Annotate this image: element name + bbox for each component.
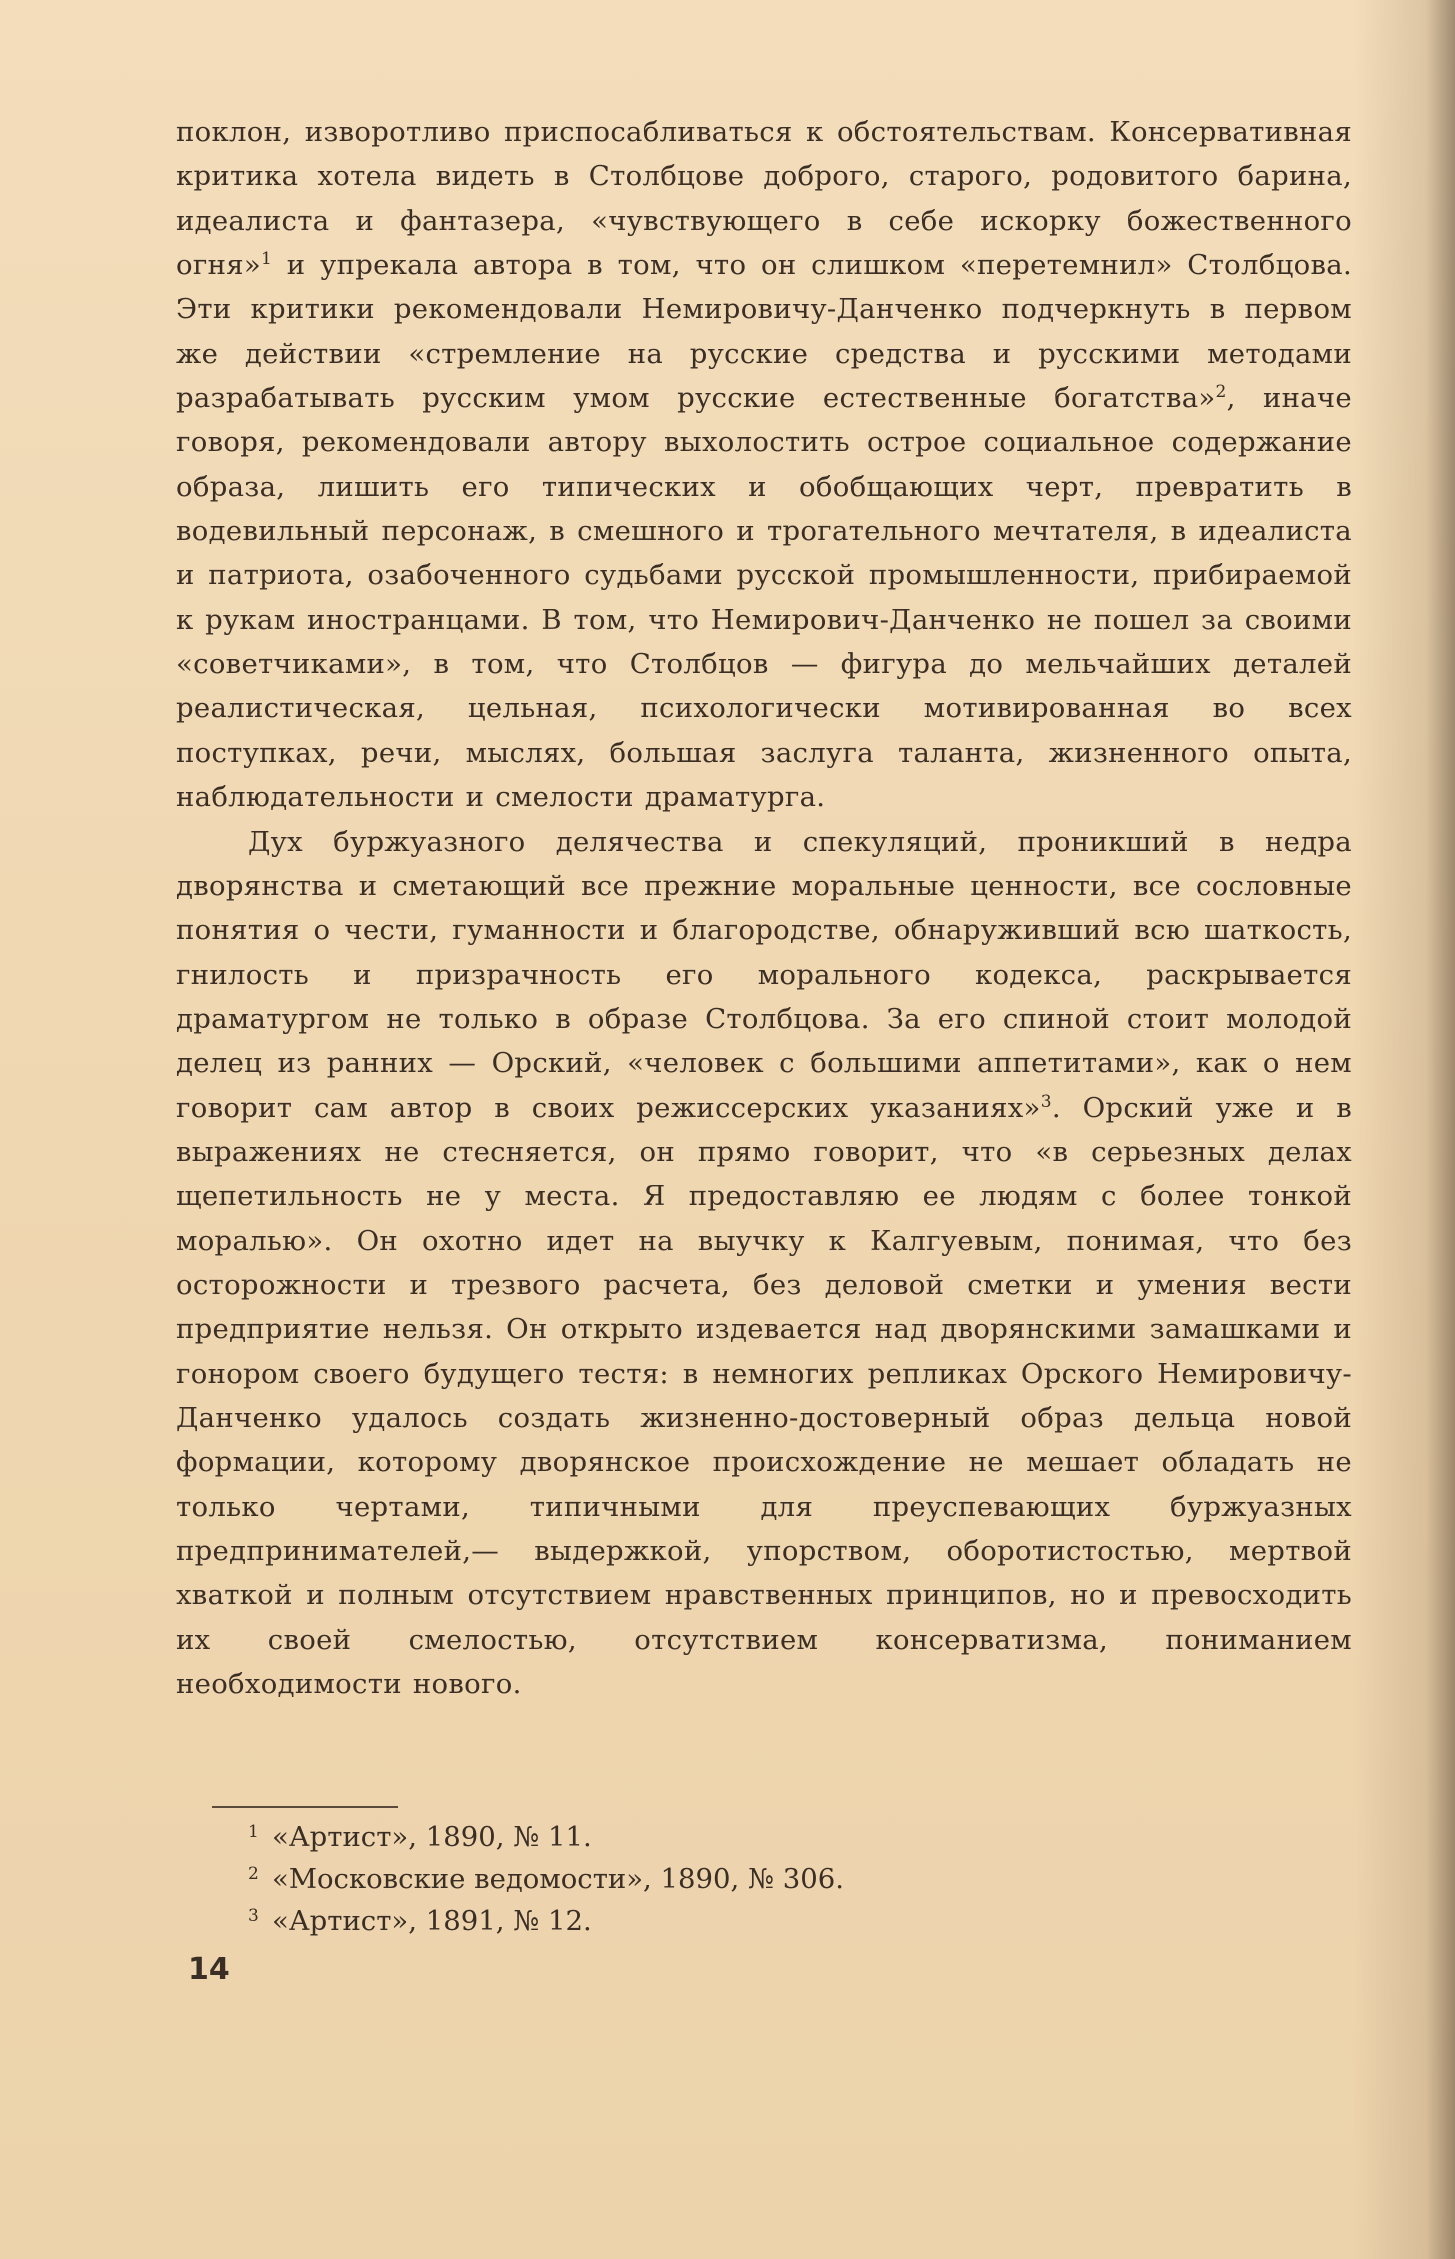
footnote-number: 1 [248, 1822, 259, 1842]
footnote-text: «Артист», 1891, № 12. [272, 1905, 592, 1937]
paragraph-2-part-1: Дух буржуазного делячества и спекуляций, проникший в недра дворянства и сметающий все прежние моральные ценности, все сословные понятия о чести, гуманности и благородстве, обнаруживший всю шаткость, гнилость и призрачность его морального кодекса, раскрывается драматургом не только в образе Столбцова. За его спиной стоит молодой делец из ранних — Орский, «человек с большими аппетитами», как о нем говорит сам автор в своих режиссерских указаниях» [176, 825, 1352, 1124]
footnote-ref-1[interactable]: 1 [260, 248, 273, 269]
paragraph-1 [176, 110, 1352, 820]
paragraph-2 [176, 820, 1352, 1707]
footnotes [248, 1818, 1148, 1944]
paragraph-1-part-1: поклон, изворотливо приспосабливаться к обстоятельствам. Консервативная критика хотела видеть в Столбцове доброго, старого, родовитого барина, идеалиста и фантазера, «чувствующего в себе искорку божественного огня» [176, 116, 1352, 282]
paragraph-1-part-2: и упрекала автора в том, что он слишком «перетемнил» Столбцова. Эти критики рекомендовали Немировичу-Данченко подчеркнуть в первом же действии «стремление на русские средства и русскими методами разрабатывать русским умом русские естественные богатства» [176, 249, 1352, 415]
footnote-separator [212, 1806, 398, 1808]
footnote-ref-3[interactable]: 3 [1040, 1091, 1052, 1112]
footnote-text: «Московские ведомости», 1890, № 306. [272, 1863, 845, 1895]
footnote-2 [248, 1860, 1148, 1902]
page-number: 14 [188, 1952, 230, 1987]
footnote-number: 2 [248, 1864, 259, 1884]
footnote-ref-2[interactable]: 2 [1215, 381, 1227, 402]
footnote-3 [248, 1902, 1148, 1944]
paragraph-2-part-2: . Орский уже и в выражениях не стесняется, он прямо говорит, что «в серьезных делах щепетильность не у места. Я предоставляю ее людям с более тонкой моралью». Он охотно идет на выучку к Калгуевым, понимая, что без осторожности и трезвого расчета, без деловой сметки и умения вести предприятие нельзя. Он открыто издевается над дворянскими замашками и гонором своего будущего тестя: в немногих репликах Орского Немировичу-Данченко удалось создать жизненно-достоверный образ дельца новой формации, которому дворянское происхождение не мешает обладать не только чертами, типичными для преуспевающих буржуазных предпринимателей,— выдержкой, упорством, оборотистостью, мертвой хваткой и полным отсутствием нравственных принципов, но и превосходить их своей смелостью, отсутствием консерватизма, пониманием необходимости нового. [176, 1091, 1352, 1701]
footnote-number: 3 [248, 1906, 259, 1926]
footnote-text: «Артист», 1890, № 11. [272, 1821, 592, 1853]
paragraph-1-part-3: , иначе говоря, рекомендовали автору выхолостить острое социальное содержание образа, лишить его типических и обобщающих черт, превратить в водевильный персонаж, в смешного и трогательного мечтателя, в идеалиста и патриота, озабоченного судьбами русской промышленности, прибираемой к рукам иностранцами. В том, что Немирович-Данченко не пошел за своими «советчиками», в том, что Столбцов — фигура до мельчайших деталей реалистическая, цельная, психологически мотивированная во всех поступках, речи, мыслях, большая заслуга таланта, жизненного опыта, наблюдательности и смелости драматурга. [176, 382, 1352, 814]
footnote-1 [248, 1818, 1148, 1860]
body-text [176, 110, 1352, 1706]
